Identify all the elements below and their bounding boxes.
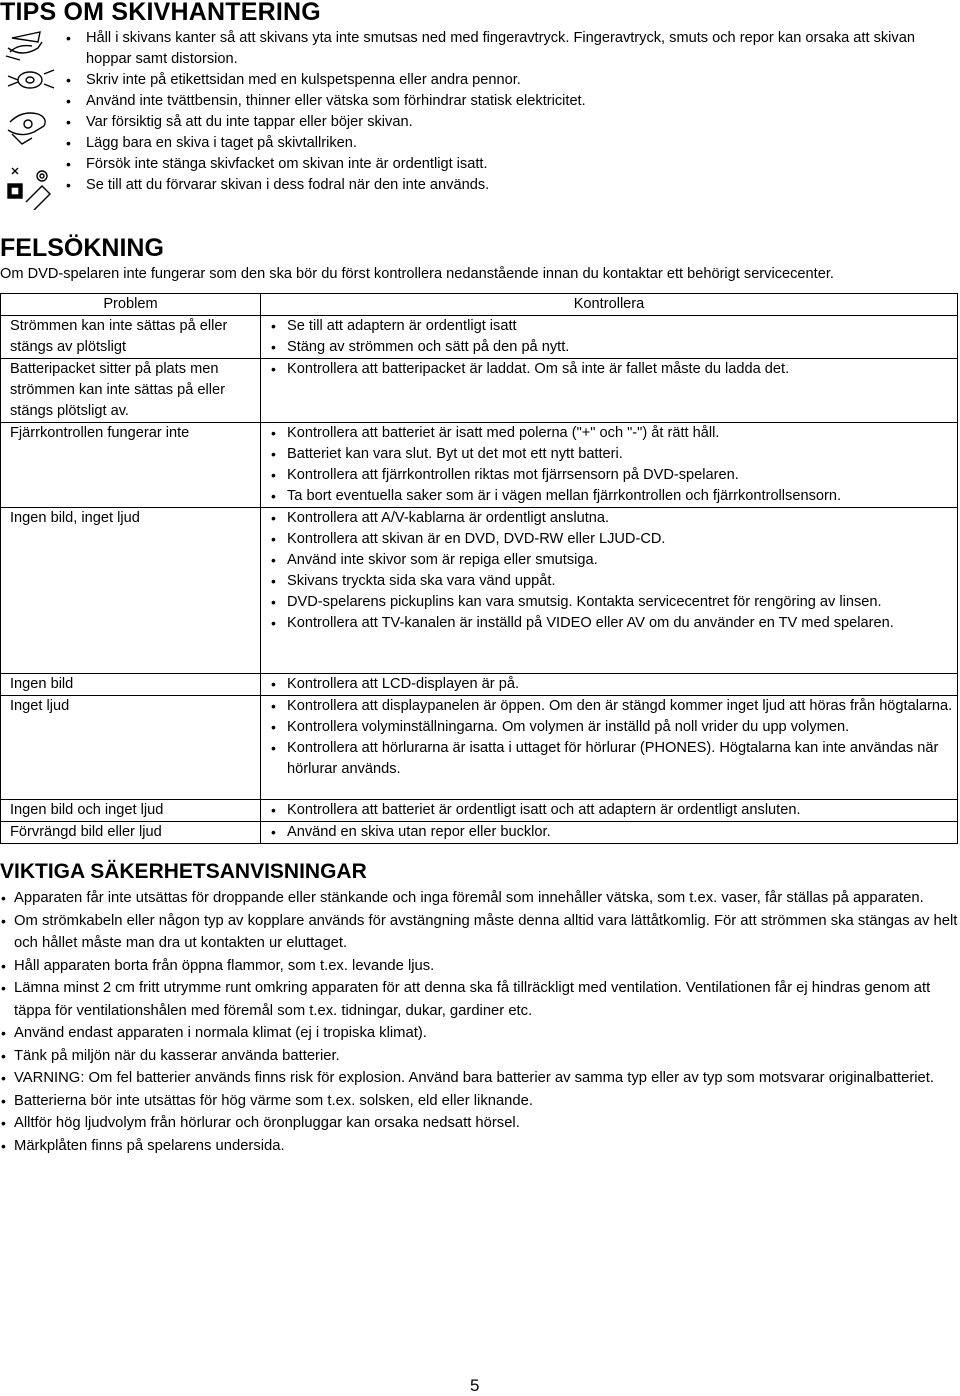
check-item: • Skivans tryckta sida ska vara vänd uppåt. [261,571,953,592]
check-item: • Kontrollera att hörlurarna är isatta i uttaget för hörlurar (PHONES). Högtalarna kan inte användas när hörlurar används. [261,738,953,780]
problem-cell: Ingen bild och inget ljud [1,800,261,822]
check-item: • DVD-spelarens pickuplins kan vara smutsig. Kontakta servicecentret för rengöring av linsen. [261,592,953,613]
check-cell [261,696,958,800]
list-item: • Märkplåten finns på spelarens undersida. [0,1135,960,1158]
hand-holding-disc-icon [6,32,42,60]
check-item: • Kontrollera att skivan är en DVD, DVD-RW eller LJUD-CD. [261,529,953,550]
list-item: • Tänk på miljön när du kasserar använda batterier. [0,1045,960,1068]
check-cell [261,674,958,696]
check-item: • Kontrollera att batteripacket är laddat. Om så inte är fallet måste du ladda det. [261,359,953,380]
problem-cell: Inget ljud [1,696,261,800]
list-item: • Var försiktig så att du inte tappar eller böjer skivan. [64,112,944,133]
check-cell [261,423,958,508]
check-item: • Batteriet kan vara slut. Byt ut det mot ett nytt batteri. [261,444,953,465]
disc-label-icon [8,70,54,88]
check-cell [261,800,958,822]
list-item: • Om strömkabeln eller någon typ av kopplare används för avstängning måste denna alltid vara lättåtkomlig. För att strömmen ska stängas av helt och hållet måste man dra ut kontakten ur eluttaget. [0,910,960,955]
table-row [1,359,958,423]
list-item: • Håll i skivans kanter så att skivans yta inte smutsas ned med fingeravtryck. Fingeravtryck, smuts och repor kan orsaka att skivan hoppar samt distorsion. [64,28,944,70]
problem-cell: Ingen bild, inget ljud [1,508,261,674]
tips-list [64,28,944,196]
check-cell [261,359,958,423]
check-item: • Stäng av strömmen och sätt på den på nytt. [261,337,953,358]
problem-cell: Ingen bild [1,674,261,696]
kontrollera-header: Kontrollera [261,294,958,316]
tips-title: TIPS OM SKIVHANTERING [0,0,321,26]
check-item: • Kontrollera att displaypanelen är öppen. Om den är stängd kommer inget ljud att höras från högtalarna. [261,696,953,717]
list-item: • Lägg bara en skiva i taget på skivtallriken. [64,133,944,154]
list-item: • Lämna minst 2 cm fritt utrymme runt omkring apparaten för att denna ska få tillräckligt med ventilation. Ventilationen får ej hindras genom att täppa för ventilationshålen med föremål som t.ex. tidningar, dukar, gardiner etc. [0,977,960,1022]
check-item: • Använd inte skivor som är repiga eller smutsiga. [261,550,953,571]
table-row [1,508,958,674]
list-item: • Försök inte stänga skivfacket om skivan inte är ordentligt isatt. [64,154,944,175]
check-cell [261,822,958,844]
check-item: • Kontrollera att LCD-displayen är på. [261,674,953,695]
table-row [1,800,958,822]
hands-bending-disc-icon [8,113,45,144]
check-cell [261,316,958,359]
list-item: • Skriv inte på etikettsidan med en kulspetspenna eller andra pennor. [64,70,944,91]
problem-header: Problem [1,294,261,316]
table-row [1,674,958,696]
list-item: • Använd inte tvättbensin, thinner eller vätska som förhindrar statisk elektricitet. [64,91,944,112]
problem-cell: Fjärrkontrollen fungerar inte [1,423,261,508]
troubleshooting-intro: Om DVD-spelaren inte fungerar som den ska bör du först kontrollera nedanstående innan du kontaktar ett behörigt servicecenter. [0,266,834,282]
check-item: • Kontrollera att fjärrkontrollen riktas mot fjärrsensorn på DVD-spelaren. [261,465,953,486]
troubleshooting-title: FELSÖKNING [0,234,164,262]
table-header-row [1,294,958,316]
list-item: • Apparaten får inte utsättas för droppande eller stänkande och inga föremål som innehåller vätska, som t.ex. vaser, får ställas på apparaten. [0,887,960,910]
disc-storage-icon [8,168,50,210]
page-number: 5 [470,1376,480,1395]
list-item: • Alltför hög ljudvolym från hörlurar och öronpluggar kan orsaka nedsatt hörsel. [0,1112,960,1135]
safety-list [0,887,960,1157]
list-item: • Batterierna bör inte utsättas för hög värme som t.ex. solsken, eld eller liknande. [0,1090,960,1113]
troubleshooting-table [0,293,958,844]
check-cell [261,508,958,674]
check-item: • Använd en skiva utan repor eller bucklor. [261,822,953,843]
check-item: • Kontrollera att batteriet är isatt med polerna ("+" och "-") åt rätt håll. [261,423,953,444]
list-item: • Se till att du förvarar skivan i dess fodral när den inte används. [64,175,944,196]
check-item: • Ta bort eventuella saker som är i vägen mellan fjärrkontrollen och fjärrkontrollsensorn. [261,486,953,507]
problem-cell: Batteripacket sitter på plats men strömmen kan inte sättas på eller stängs plötsligt av. [1,359,261,423]
safety-title: VIKTIGA SÄKERHETSANVISNINGAR [0,860,367,883]
list-item: • Håll apparaten borta från öppna flammor, som t.ex. levande ljus. [0,955,960,978]
check-item: • Kontrollera att A/V-kablarna är ordentligt anslutna. [261,508,953,529]
list-item: • VARNING: Om fel batterier används finns risk för explosion. Använd bara batterier av samma typ eller av typ som motsvarar originalbatteriet. [0,1067,960,1090]
list-item: • Använd endast apparaten i normala klimat (ej i tropiska klimat). [0,1022,960,1045]
table-row [1,696,958,800]
check-item: • Se till att adaptern är ordentligt isatt [261,316,953,337]
disc-handling-icons [4,30,60,210]
check-item: • Kontrollera volyminställningarna. Om volymen är inställd på noll vrider du upp volymen. [261,717,953,738]
table-row [1,822,958,844]
table-row [1,423,958,508]
problem-cell: Förvrängd bild eller ljud [1,822,261,844]
problem-cell: Strömmen kan inte sättas på eller stängs av plötsligt [1,316,261,359]
table-row [1,316,958,359]
check-item: • Kontrollera att batteriet är ordentligt isatt och att adaptern är ordentligt ansluten. [261,800,953,821]
check-item: • Kontrollera att TV-kanalen är inställd på VIDEO eller AV om du använder en TV med spelaren. [261,613,953,634]
